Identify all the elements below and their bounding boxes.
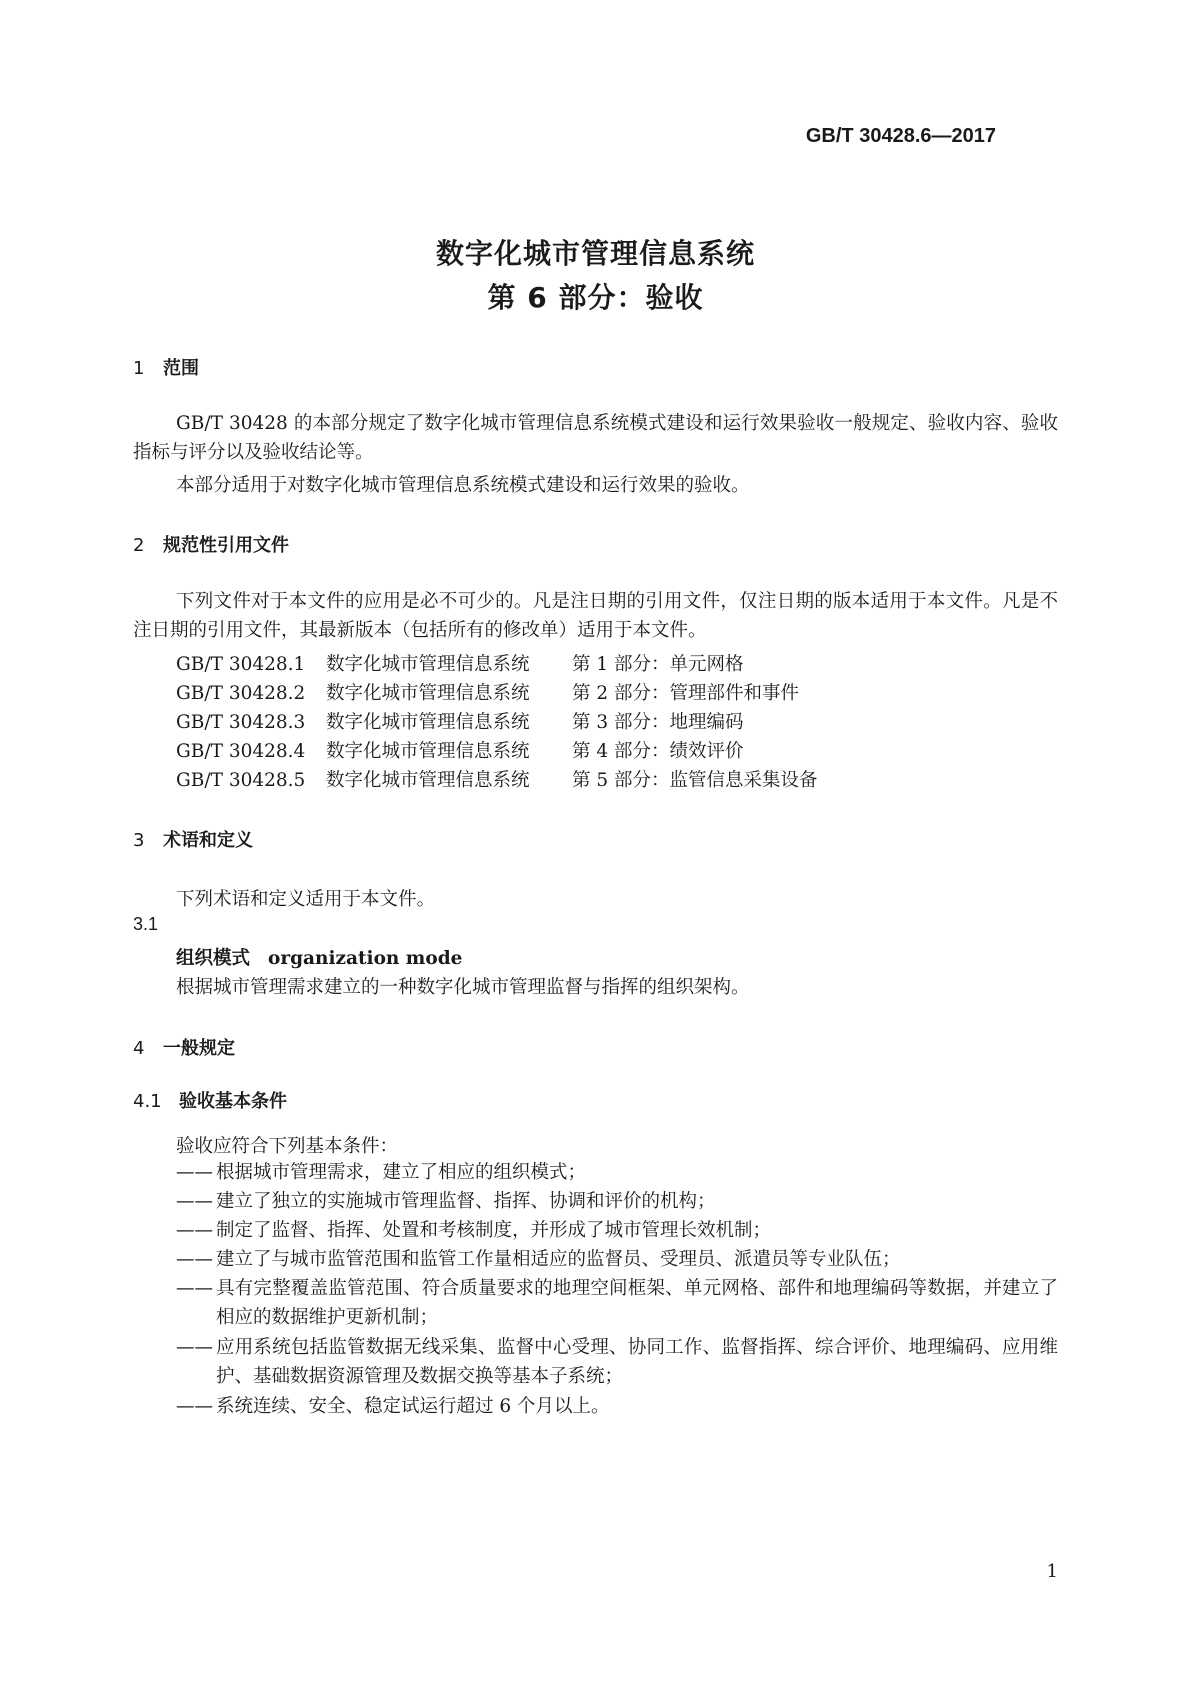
- list-item: [176, 1158, 1058, 1187]
- term-entry: [176, 944, 462, 970]
- page-number: 1: [1046, 1561, 1058, 1582]
- reference-item: [176, 650, 744, 676]
- reference-code: GB/T 30428.1: [176, 654, 306, 675]
- subsection-title: 验收基本条件: [179, 1091, 287, 1112]
- list-item: [176, 1245, 1058, 1274]
- term-chinese: 组织模式: [176, 948, 251, 969]
- reference-part: 第 4 部分：绩效评价: [572, 741, 744, 762]
- reference-part: 第 5 部分：监管信息采集设备: [572, 770, 818, 791]
- section-3-paragraph-1: 下列术语和定义适用于本文件。: [176, 889, 436, 910]
- reference-code: GB/T 30428.5: [176, 770, 306, 791]
- reference-part: 第 3 部分：地理编码: [572, 712, 744, 733]
- list-item-text: 建立了独立的实施城市管理监督、指挥、协调和评价的机构；: [216, 1191, 716, 1212]
- dash-marker: ——: [176, 1337, 213, 1358]
- dash-marker: ——: [176, 1249, 213, 1270]
- term-english: organization mode: [268, 948, 463, 969]
- reference-item: [176, 766, 818, 792]
- reference-name: 数字化城市管理信息系统: [326, 712, 530, 733]
- reference-name: 数字化城市管理信息系统: [326, 654, 530, 675]
- section-number: 4: [133, 1038, 145, 1059]
- section-number: 3: [133, 830, 145, 851]
- dash-marker: ——: [176, 1278, 213, 1299]
- list-item: [176, 1187, 1058, 1216]
- document-subtitle: 第 6 部分：验收: [487, 281, 704, 314]
- section-4-heading: [133, 1034, 235, 1060]
- section-1-heading: [133, 354, 199, 380]
- subsection-number: 4.1: [133, 1091, 162, 1112]
- list-item-text: 系统连续、安全、稳定试运行超过 6 个月以上。: [216, 1396, 610, 1417]
- standard-code: GB/T 30428.6—2017: [805, 125, 996, 147]
- subsection-4-1-heading: [133, 1087, 287, 1113]
- list-item: [176, 1216, 1058, 1245]
- section-number: 2: [133, 535, 145, 556]
- section-title: 范围: [163, 358, 199, 379]
- conditions-intro: 验收应符合下列基本条件：: [176, 1136, 399, 1157]
- list-item: [176, 1333, 1058, 1391]
- reference-name: 数字化城市管理信息系统: [326, 741, 530, 762]
- section-2-paragraph-1: 下列文件对于本文件的应用是必不可少的。凡是注日期的引用文件，仅注日期的版本适用于本文件。凡是不注日期的引用文件，其最新版本（包括所有的修改单）适用于本文件。: [133, 591, 1058, 641]
- section-1-paragraph-2: 本部分适用于对数字化城市管理信息系统模式建设和运行效果的验收。: [176, 475, 750, 496]
- dash-marker: ——: [176, 1162, 213, 1183]
- section-title: 规范性引用文件: [163, 535, 289, 556]
- dash-marker: ——: [176, 1396, 213, 1417]
- reference-part: 第 2 部分：管理部件和事件: [572, 683, 800, 704]
- document-title: 数字化城市管理信息系统: [435, 237, 755, 270]
- section-2-heading: [133, 531, 289, 557]
- dash-marker: ——: [176, 1220, 213, 1241]
- reference-item: [176, 737, 744, 763]
- reference-item: [176, 679, 799, 705]
- term-definition: 根据城市管理需求建立的一种数字化城市管理监督与指挥的组织架构。: [176, 977, 750, 998]
- section-number: 1: [133, 358, 145, 379]
- reference-item: [176, 708, 744, 734]
- list-item: [176, 1392, 1058, 1421]
- reference-code: GB/T 30428.3: [176, 712, 306, 733]
- section-3-heading: [133, 826, 253, 852]
- reference-code: GB/T 30428.2: [176, 683, 306, 704]
- section-title: 一般规定: [163, 1038, 235, 1059]
- list-item-text: 制定了监督、指挥、处置和考核制度，并形成了城市管理长效机制；: [216, 1220, 772, 1241]
- term-number: 3.1: [133, 914, 159, 934]
- reference-name: 数字化城市管理信息系统: [326, 770, 530, 791]
- reference-part: 第 1 部分：单元网格: [572, 654, 744, 675]
- list-item-text: 建立了与城市监管范围和监管工作量相适应的监督员、受理员、派遣员等专业队伍；: [216, 1249, 901, 1270]
- section-title: 术语和定义: [163, 830, 253, 851]
- reference-code: GB/T 30428.4: [176, 741, 306, 762]
- dash-marker: ——: [176, 1191, 213, 1212]
- list-item: [176, 1274, 1058, 1332]
- list-item-text: 具有完整覆盖监管范围、符合质量要求的地理空间框架、单元网格、部件和地理编码等数据，并建立了相应的数据维护更新机制；: [216, 1278, 1058, 1328]
- reference-name: 数字化城市管理信息系统: [326, 683, 530, 704]
- list-item-text: 根据城市管理需求，建立了相应的组织模式；: [216, 1162, 587, 1183]
- section-1-paragraph-1: GB/T 30428 的本部分规定了数字化城市管理信息系统模式建设和运行效果验收一般规定、验收内容、验收指标与评分以及验收结论等。: [133, 413, 1058, 463]
- list-item-text: 应用系统包括监管数据无线采集、监督中心受理、协同工作、监督指挥、综合评价、地理编码、应用维护、基础数据资源管理及数据交换等基本子系统；: [216, 1337, 1058, 1387]
